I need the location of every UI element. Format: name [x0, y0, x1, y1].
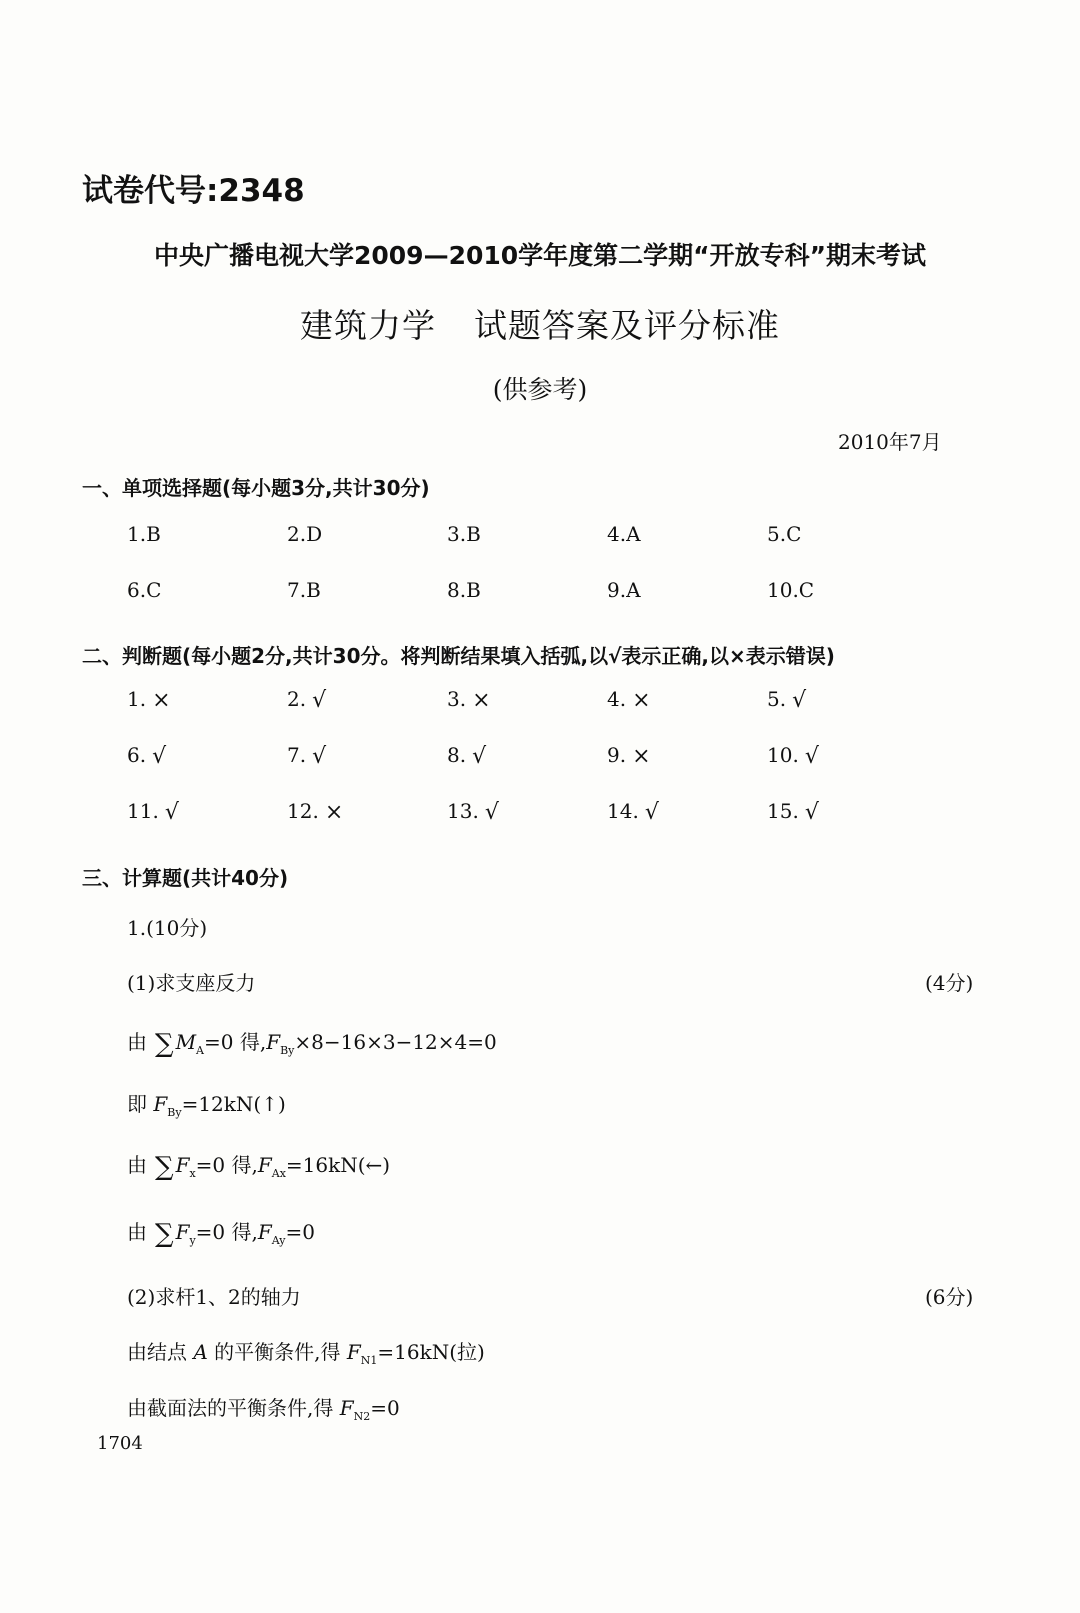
- equation-prefix: 由: [127, 1030, 147, 1054]
- question1-label: 1.(10分): [127, 916, 208, 940]
- equation-fy: [127, 1216, 315, 1249]
- equation-prefix: 即: [127, 1092, 147, 1116]
- judgement-mark: √: [804, 744, 819, 769]
- subscript: N1: [360, 1354, 378, 1367]
- item-number: 14.: [607, 799, 639, 823]
- item-number: 10.: [767, 743, 799, 767]
- judgement-mark: ×: [324, 800, 344, 825]
- judgement-mark: ×: [632, 688, 651, 713]
- judgement-mark: ×: [472, 688, 491, 713]
- answer-row: [127, 672, 927, 728]
- judgement-mark: √: [312, 688, 327, 713]
- judgement-item: [127, 743, 287, 769]
- equation-text: =0: [370, 1396, 400, 1420]
- answer-row: [127, 506, 927, 562]
- step2-score: (6分): [925, 1285, 974, 1309]
- sum-symbol: ∑: [155, 1219, 174, 1249]
- subscript: A: [196, 1044, 204, 1057]
- judgement-mark: √: [484, 800, 499, 825]
- judgement-item: [287, 743, 447, 769]
- judgement-mark: √: [164, 800, 179, 825]
- judgement-mark: √: [792, 688, 807, 713]
- judgement-item: [607, 799, 767, 825]
- equation-prefix: 由: [127, 1220, 147, 1244]
- answer-item: 3.B: [447, 522, 481, 546]
- subscript: N2: [353, 1410, 371, 1423]
- judgement-item: [287, 687, 447, 713]
- item-number: 3.: [447, 687, 467, 711]
- step1-label: (1)求支座反力: [127, 971, 256, 995]
- node-label: A: [193, 1340, 208, 1364]
- judgement-item: [767, 743, 927, 769]
- section3-heading: 三、计算题(共计40分): [82, 866, 289, 890]
- variable: F: [339, 1396, 354, 1420]
- subject-name: 建筑力学: [300, 306, 436, 345]
- equation-text: 由截面法的平衡条件,得: [127, 1396, 334, 1420]
- subscript: Ay: [271, 1234, 286, 1247]
- variable: F: [266, 1030, 281, 1054]
- doc-type: 试题答案及评分标准: [474, 306, 780, 345]
- equation-text: =0: [285, 1220, 315, 1244]
- judgement-mark: ×: [152, 688, 171, 713]
- answer-item: 2.D: [287, 522, 323, 546]
- judgement-item: [127, 799, 287, 825]
- step2-label: (2)求杆1、2的轴力: [127, 1285, 301, 1309]
- item-number: 15.: [767, 799, 799, 823]
- answer-item: 9.A: [607, 578, 641, 602]
- item-number: 11.: [127, 799, 159, 823]
- judgement-item: [607, 743, 767, 769]
- judgement-item: [767, 799, 927, 825]
- judgement-item: [607, 687, 767, 713]
- equation-text: 的平衡条件,得: [214, 1340, 341, 1364]
- equation-text: =16kN(←): [285, 1153, 391, 1177]
- equation-moment: [127, 1026, 497, 1059]
- step1-score: (4分): [925, 971, 974, 995]
- answer-item: 1.B: [127, 522, 161, 546]
- equation-text: =16kN(拉): [377, 1340, 485, 1364]
- equation-fn1: [127, 1336, 485, 1367]
- item-number: 4.: [607, 687, 627, 711]
- variable: F: [257, 1220, 272, 1244]
- judgement-mark: √: [312, 744, 327, 769]
- judgement-mark: √: [804, 800, 819, 825]
- judgement-item: [447, 799, 607, 825]
- variable: F: [346, 1340, 361, 1364]
- variable: F: [175, 1153, 190, 1177]
- for-reference-note: (供参考): [492, 375, 588, 404]
- exam-date: 2010年7月: [838, 430, 942, 454]
- judgement-mark: ×: [632, 744, 651, 769]
- subscript: Ax: [271, 1167, 286, 1180]
- judgement-mark: √: [644, 800, 659, 825]
- item-number: 7.: [287, 743, 307, 767]
- answer-item: 6.C: [127, 578, 162, 602]
- item-number: 12.: [287, 799, 319, 823]
- item-number: 8.: [447, 743, 467, 767]
- equation-text: =0 得,: [195, 1153, 258, 1177]
- variable: F: [257, 1153, 272, 1177]
- equation-text: 由结点: [127, 1340, 187, 1364]
- item-number: 13.: [447, 799, 479, 823]
- answer-item: 8.B: [447, 578, 481, 602]
- subscript: By: [280, 1044, 295, 1057]
- item-number: 9.: [607, 743, 627, 767]
- subject-title: [0, 300, 1080, 347]
- item-number: 5.: [767, 687, 787, 711]
- exam-title: 中央广播电视大学2009—2010学年度第二学期“开放专科”期末考试: [153, 241, 927, 270]
- judgement-item: [287, 799, 447, 825]
- item-number: 2.: [287, 687, 307, 711]
- equation-fby: [127, 1088, 286, 1119]
- subscript: x: [189, 1167, 196, 1180]
- variable: F: [153, 1092, 168, 1116]
- equation-text: ×8−16×3−12×4=0: [294, 1030, 497, 1054]
- variable: M: [175, 1030, 197, 1054]
- section1-answers: [127, 506, 927, 618]
- section2-answers: [127, 672, 927, 840]
- answer-row: [127, 728, 927, 784]
- judgement-item: [447, 743, 607, 769]
- judgement-mark: √: [472, 744, 487, 769]
- equation-prefix: 由: [127, 1153, 147, 1177]
- item-number: 1.: [127, 687, 147, 711]
- answer-row: [127, 562, 927, 618]
- section1-heading: 一、单项选择题(每小题3分,共计30分): [82, 476, 430, 500]
- paper-code: 试卷代号:2348: [82, 173, 305, 209]
- subscript: By: [167, 1106, 182, 1119]
- equation-text: =0 得,: [195, 1220, 258, 1244]
- judgement-item: [767, 687, 927, 713]
- answer-item: 5.C: [767, 522, 802, 546]
- answer-item: 7.B: [287, 578, 321, 602]
- variable: F: [175, 1220, 190, 1244]
- answer-item: 10.C: [767, 578, 815, 602]
- equation-text: =0 得,: [204, 1030, 267, 1054]
- sum-symbol: ∑: [155, 1152, 174, 1182]
- judgement-mark: √: [152, 744, 167, 769]
- answer-item: 4.A: [607, 522, 641, 546]
- subscript: y: [189, 1234, 196, 1247]
- equation-fn2: [127, 1392, 400, 1423]
- equation-fx: [127, 1149, 390, 1182]
- page-number: 1704: [97, 1433, 143, 1454]
- item-number: 6.: [127, 743, 147, 767]
- equation-text: =12kN(↑): [181, 1092, 286, 1116]
- judgement-item: [127, 687, 287, 713]
- sum-symbol: ∑: [155, 1029, 174, 1059]
- section2-heading: 二、判断题(每小题2分,共计30分。将判断结果填入括弧,以√表示正确,以×表示错误): [82, 644, 835, 668]
- judgement-item: [447, 687, 607, 713]
- answer-row: [127, 784, 927, 840]
